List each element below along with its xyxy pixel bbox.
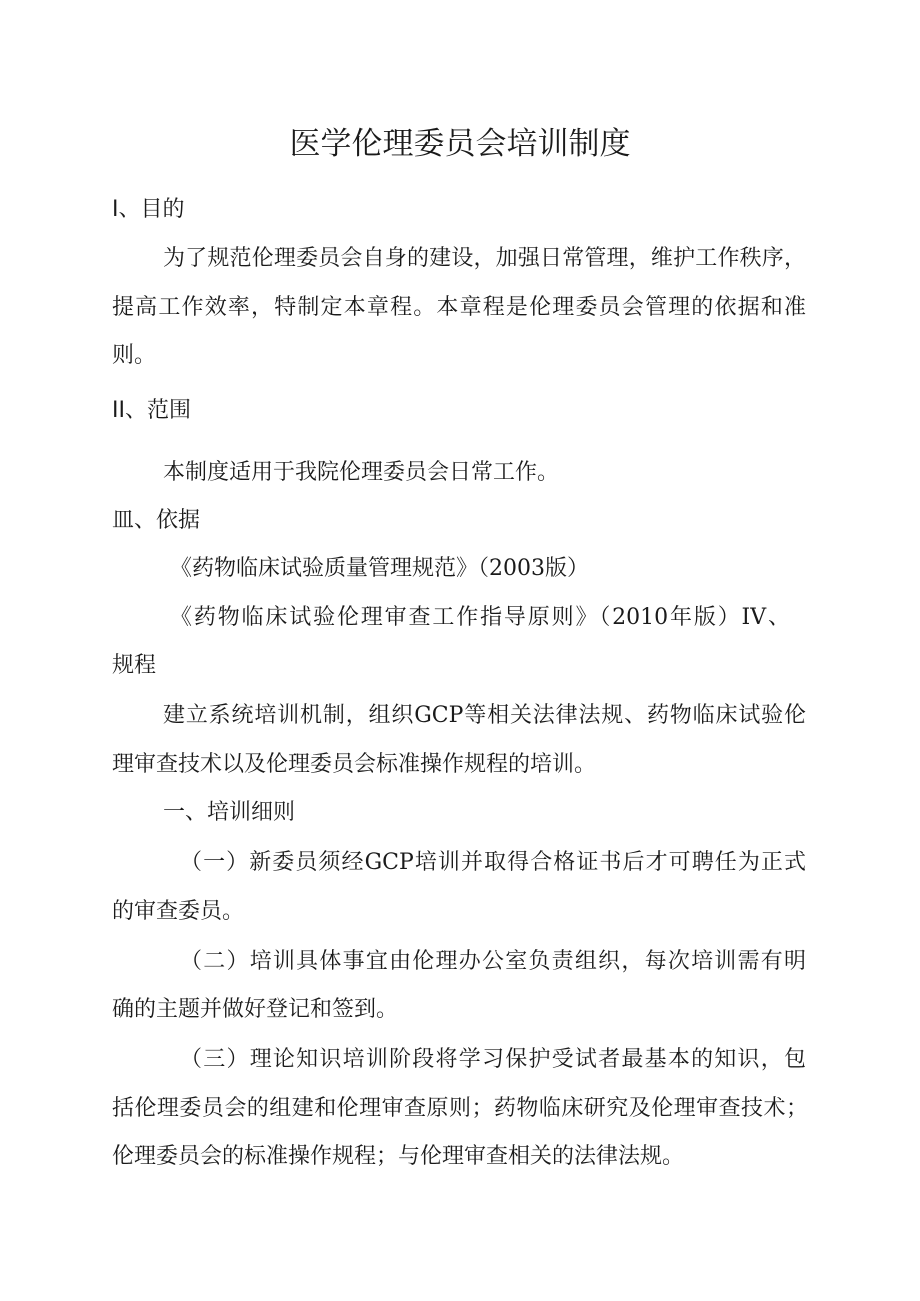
list-item-line: 确的主题并做好登记和签到。 <box>112 997 399 1022</box>
reference-line: 《药物临床试验伦理审查工作指导原则》（2010年版）IV、 <box>170 605 790 630</box>
section-heading-basis: 皿、依据 <box>112 508 201 533</box>
paragraph-line: 本制度适用于我院伦理委员会日常工作。 <box>163 460 560 485</box>
paragraph-line: 则。 <box>112 343 157 368</box>
paragraph-line: 理审查技术以及伦理委员会标准操作规程的培训。 <box>112 752 597 777</box>
paragraph-line: 提高工作效率，特制定本章程。本章程是伦理委员会管理的依据和准 <box>112 295 806 320</box>
section-heading-purpose: I、目的 <box>112 197 185 222</box>
list-item-line: （二）培训具体事宜由伦理办公室负责组织，每次培训需有明 <box>180 949 806 974</box>
subsection-heading: 一、培训细则 <box>163 800 296 825</box>
reference-line: 《药物临床试验质量管理规范》（2003版） <box>170 556 589 581</box>
list-item-line: 括伦理委员会的组建和伦理审查原则；药物临床研究及伦理审查技术； <box>112 1096 808 1121</box>
list-item-line: 的审查委员。 <box>112 899 245 924</box>
list-item-line: 伦理委员会的标准操作规程；与伦理审查相关的法律法规。 <box>112 1144 685 1169</box>
list-item-line: （一）新委员须经GCP培训并取得合格证书后才可聘任为正式 <box>180 850 806 875</box>
document-title: 医学伦理委员会培训制度 <box>289 126 631 162</box>
paragraph-line: 为了规范伦理委员会自身的建设，加强日常管理，维护工作秩序， <box>163 246 806 271</box>
section-heading-procedure: 规程 <box>112 653 157 678</box>
section-heading-scope: II、范围 <box>112 398 191 423</box>
list-item-line: （三）理论知识培训阶段将学习保护受试者最基本的知识，包 <box>180 1047 806 1072</box>
paragraph-line: 建立系统培训机制，组织GCP等相关法律法规、药物临床试验伦 <box>163 703 806 728</box>
